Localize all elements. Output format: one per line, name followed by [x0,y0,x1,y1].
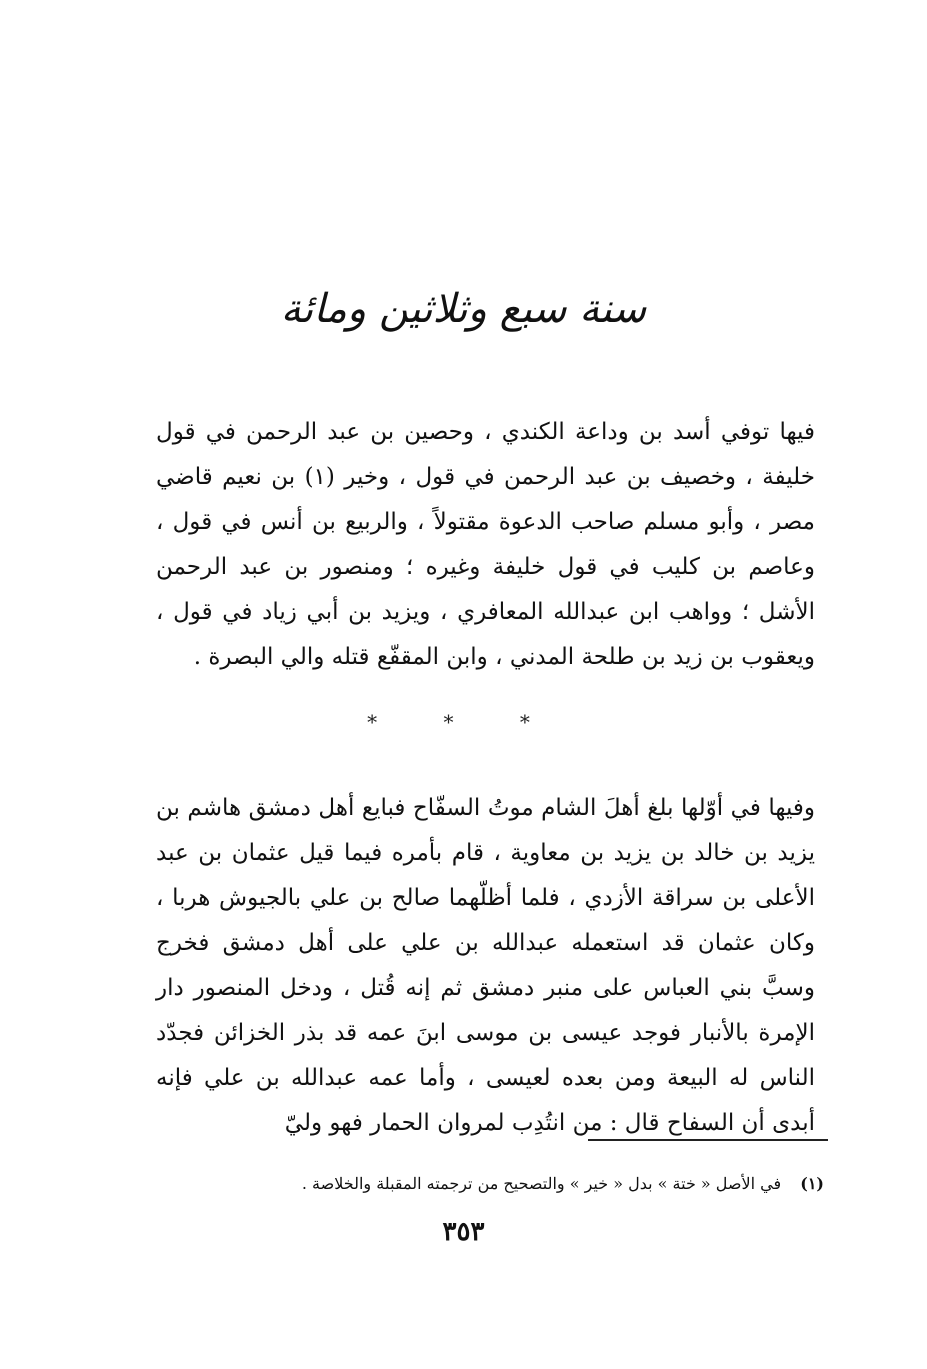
paragraph-events: وفيها في أوّلها بلغ أهلَ الشام موتُ السفّاح فبايع أهل دمشق هاشم بن يزيد بن خالد بن يزيد بن معاوية ، قام بأمره فيما قيل عثمان بن عبد الأعلى بن سراقة الأزدي ، فلما أظلّهما صالح بن علي بالجيوش هربا ، وكان عثمان قد استعمله عبدالله بن علي على أهل دمشق فخرج وسبَّ بني العباس على منبر دمشق ثم إنه قُتل ، ودخل المنصور دار الإمرة بالأنبار فوجد عيسى بن موسى ابنَ عمه قد بذر الخزائن فجدّد الناس له البيعة ومن بعده لعيسى ، وأما عمه عبدالله بن علي فإنه أبدى أن السفاح قال : من انتُدِب لمروان الحمار فهو وليّ [156,795,815,1136]
page-number: ٣٥٣ [442,1217,485,1247]
section-separator: * * * [367,710,560,734]
footnote-divider [588,1139,828,1141]
chapter-title: سنة سبع وثلاثين ومائة [280,286,647,332]
footnote [302,1174,824,1193]
footnote-text: في الأصل « ختة » بدل « خير » والتصحيح من ترجمته المقبلة والخلاصة . [301,1174,782,1193]
footnote-marker: (١) [800,1174,824,1193]
paragraph-deaths: فيها توفي أسد بن وداعة الكندي ، وحصين بن عبد الرحمن في قول خليفة ، وخصيف بن عبد الرحمن في قول ، وخير (١) بن نعيم قاضي مصر ، وأبو مسلم صاحب الدعوة مقتولاً ، والربيع بن أنس في قول ، وعاصم بن كليب في قول خليفة وغيره ؛ ومنصور بن عبد الرحمن الأشل ؛ وواهب ابن عبدالله المعافري ، ويزيد بن أبي زياد في قول ، ويعقوب بن زيد بن طلحة المدني ، وابن المقفّع قتله والي البصرة . [156,419,815,670]
